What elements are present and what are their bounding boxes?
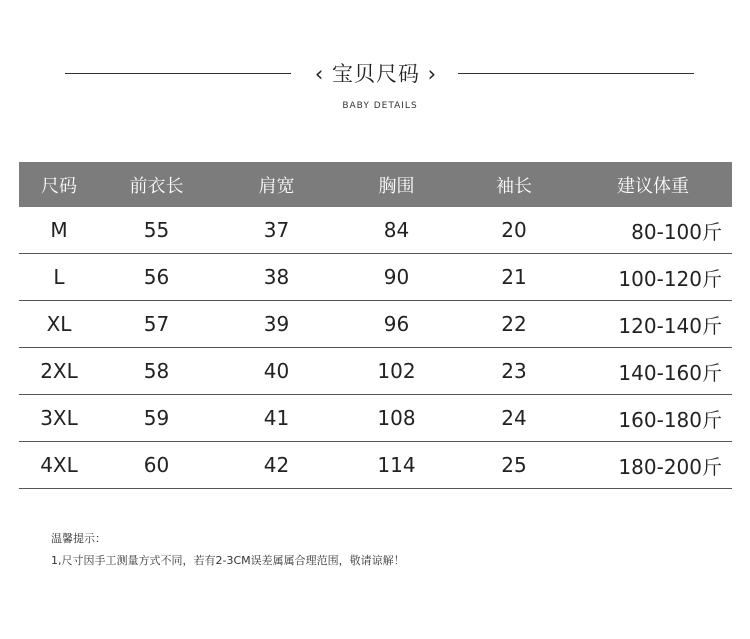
cell-shoulder: 39 [214, 301, 339, 348]
cell-length: 58 [99, 348, 214, 395]
title-divider-left [65, 73, 291, 74]
table-row [19, 442, 732, 489]
cell-shoulder: 40 [214, 348, 339, 395]
cell-length: 56 [99, 254, 214, 301]
size-table [19, 162, 732, 489]
cell-length: 57 [99, 301, 214, 348]
table-row [19, 395, 732, 442]
cell-weight: 140-160斤 [574, 348, 732, 395]
cell-length: 59 [99, 395, 214, 442]
column-header-chest: 胸围 [339, 162, 454, 207]
title-section [0, 58, 750, 92]
cell-size: 2XL [19, 348, 99, 395]
notes-heading: 温馨提示： [51, 532, 106, 545]
cell-size: M [19, 207, 99, 254]
cell-sleeve: 23 [454, 348, 574, 395]
cell-chest: 90 [339, 254, 454, 301]
cell-chest: 108 [339, 395, 454, 442]
cell-sleeve: 20 [454, 207, 574, 254]
page-title [300, 58, 452, 90]
cell-size: 4XL [19, 442, 99, 489]
page-subtitle: BABY DETAILS [342, 101, 418, 111]
cell-shoulder: 41 [214, 395, 339, 442]
table-row [19, 348, 732, 395]
cell-length: 60 [99, 442, 214, 489]
cell-shoulder: 37 [214, 207, 339, 254]
column-header-size: 尺码 [19, 162, 99, 207]
cell-sleeve: 22 [454, 301, 574, 348]
title-divider-right [458, 73, 694, 74]
table-row [19, 301, 732, 348]
cell-weight: 180-200斤 [574, 442, 732, 489]
chevron-left-icon: ‹ [314, 62, 332, 86]
cell-chest: 114 [339, 442, 454, 489]
cell-shoulder: 38 [214, 254, 339, 301]
column-header-weight: 建议体重 [574, 162, 732, 207]
cell-sleeve: 21 [454, 254, 574, 301]
cell-weight: 160-180斤 [574, 395, 732, 442]
notes-line: 1,尺寸因手工测量方式不同，若有2-3CM误差属属合理范围，敬请谅解！ [51, 554, 405, 567]
cell-weight: 120-140斤 [574, 301, 732, 348]
cell-shoulder: 42 [214, 442, 339, 489]
table-header-row [19, 162, 732, 207]
table-row [19, 254, 732, 301]
page-title-text: 宝贝尺码 [332, 62, 420, 86]
notes-section [51, 528, 405, 572]
chevron-right-icon: › [420, 62, 438, 86]
column-header-sleeve: 袖长 [454, 162, 574, 207]
cell-chest: 96 [339, 301, 454, 348]
column-header-shoulder: 肩宽 [214, 162, 339, 207]
table-row [19, 207, 732, 254]
cell-chest: 84 [339, 207, 454, 254]
cell-size: L [19, 254, 99, 301]
cell-length: 55 [99, 207, 214, 254]
cell-sleeve: 24 [454, 395, 574, 442]
cell-chest: 102 [339, 348, 454, 395]
cell-weight: 100-120斤 [574, 254, 732, 301]
cell-sleeve: 25 [454, 442, 574, 489]
cell-size: XL [19, 301, 99, 348]
column-header-length: 前衣长 [99, 162, 214, 207]
cell-weight: 80-100斤 [574, 207, 732, 254]
cell-size: 3XL [19, 395, 99, 442]
